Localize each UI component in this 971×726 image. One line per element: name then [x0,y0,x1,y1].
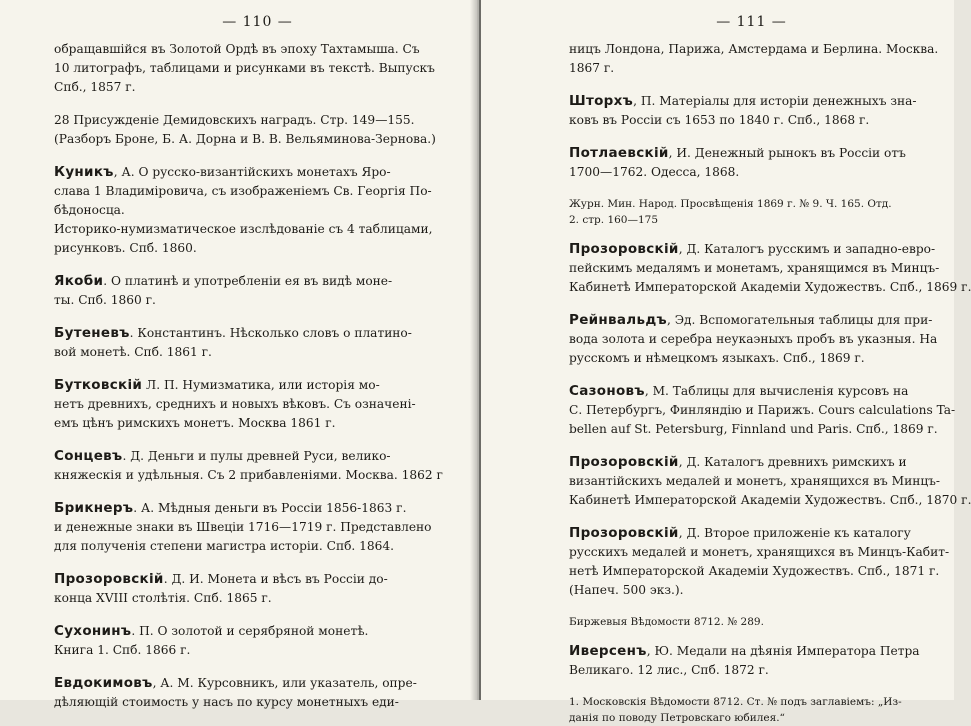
entry-line [569,401,956,420]
entry-line [54,693,461,712]
bibliography-entry [569,614,934,630]
entry-text: , А. О русско-византійскихъ монетахъ Яро- [113,165,391,179]
entry-line [54,239,461,258]
author-name: Сазоновъ [569,383,645,399]
author-name: Потлаевскій [569,145,669,161]
bibliography-entry [54,376,461,433]
entry-line [54,111,461,130]
author-name: Сухонинъ [54,623,132,639]
entry-text: русскомъ и нѣмецкомъ языкахъ. Спб., 1869 г. [569,351,865,365]
author-name: Куникъ [54,164,114,180]
bibliography-entry [54,447,461,485]
bibliography-entry [54,622,461,660]
entry-line [54,376,461,395]
entry-line [569,420,938,439]
entry-line [54,343,461,362]
entry-line [569,330,938,349]
entry-text: , Д. Каталогъ русскимъ и западно-евро- [678,242,936,256]
bibliography-entry [569,240,971,297]
entry-text: , Д. Второе приложеніе къ каталогу [678,526,911,540]
entry-line [54,59,461,78]
entry-line [569,92,934,111]
entry-text: Кабинетѣ Императорской Академіи Художествъ. Спб., 1869 г. [569,280,971,294]
entry-text: . О платинѣ и употребленіи ея въ видѣ моне- [103,274,393,288]
entry-text: , Ю. Медали на дѣянія Императора Петра [646,644,920,658]
author-name: Прозоровскій [569,525,679,541]
entry-line [54,40,461,59]
author-name: Прозоровскій [54,571,164,587]
author-name: Шторхъ [569,93,634,109]
entry-text: 2. стр. 160—175 [569,214,659,226]
bibliography-entry [54,499,461,556]
entry-text: . А. Мѣдныя деньги въ Россіи 1856-1863 г. [133,501,407,515]
entry-line [569,259,940,278]
entry-line [54,589,461,608]
entry-line [569,562,940,581]
author-name: Якоби [54,273,104,289]
entry-text: , Д. Каталогъ древнихъ римскихъ и [678,455,907,469]
entry-text: ницъ Лондона, Парижа, Амстердама и Берлина. Москва. [569,42,939,56]
entry-text: русскихъ медалей и монетъ, хранящихся въ Минцъ-Кабит- [569,545,950,559]
entry-text: . Д. Деньги и пулы древней Руси, велико- [122,449,391,463]
entry-line [569,40,939,59]
author-name: Бутковскій [54,377,143,393]
page-number-left: — 110 — [222,14,293,30]
entry-text: bellen auf St. Petersburg, Finnland und Paris. Спб., 1869 г. [569,422,938,436]
bibliography-entry [569,382,956,439]
entry-line [569,311,934,330]
entry-line [569,543,950,562]
bibliography-entry [569,40,939,78]
entry-line [569,163,934,182]
entry-text: . Константинъ. Нѣсколько словъ о платино- [129,326,412,340]
entry-text: Биржевыя Вѣдомости 8712. № 289. [569,616,764,628]
bibliography-entry [569,524,950,600]
entry-text: ковъ въ Россіи съ 1653 по 1840 г. Спб., 1868 г. [569,113,870,127]
entry-line [54,324,461,343]
right-page [481,0,971,724]
entry-text: , А. М. Курсовникъ, или указатель, опре- [152,676,417,690]
entry-line [54,518,461,537]
entry-text: византійскихъ медалей и монетъ, хранящихся въ Минцъ- [569,474,941,488]
entry-line [569,59,934,78]
entry-text: С. Петербургъ, Финляндію и Парижъ. Cours calculations Ta- [569,403,956,417]
bibliography-entry [54,163,461,258]
entry-text: пейскимъ медалямъ и монетамъ, хранящимся въ Минцъ- [569,261,940,275]
entry-text: и денежные знаки въ Швеціи 1716—1719 г. Представлено [54,520,432,534]
bibliography-entry [569,196,934,228]
entry-line [54,622,461,641]
entry-text: дѣляющій стоимость у насъ по курсу монетныхъ еди- [54,695,399,709]
entry-text: (Разборъ Броне, Б. А. Дорна и В. В. Вельяминова-Зернова.) [54,132,436,146]
author-name: Брикнеръ [54,500,134,516]
entry-text: , Эд. Вспомогательныя таблицы для при- [666,313,933,327]
entry-line [54,163,461,182]
bibliography-entry [54,674,461,712]
entry-text: для полученія степени магистра исторіи. Спб. 1864. [54,539,395,553]
bibliography-entry [54,570,461,608]
right-entries [569,40,971,726]
entry-line [569,382,934,401]
entry-line [54,78,461,97]
entry-text: вой монетѣ. Спб. 1861 г. [54,345,212,359]
entry-line [54,674,461,693]
bibliography-entry [569,453,971,510]
entry-line [54,447,461,466]
entry-line [569,453,934,472]
left-page [0,0,477,709]
entry-line [54,499,461,518]
entry-line [54,395,461,414]
entry-line [569,491,971,510]
entry-text: 10 литографъ, таблицами и рисунками въ текстѣ. Выпускъ [54,61,435,75]
entry-line [569,710,934,726]
entry-line [54,220,461,239]
entry-text: слава 1 Владиміровича, съ изображеніемъ Св. Георгія По- [54,184,432,198]
bibliography-entry [569,311,938,368]
entry-text: нетъ древнихъ, среднихъ и новыхъ вѣковъ. Съ означені- [54,397,416,411]
entry-line [569,694,934,710]
entry-line [569,614,934,630]
left-entries [54,40,461,712]
author-name: Прозоровскій [569,241,679,257]
entry-line [569,212,934,228]
entry-line [569,278,971,297]
bibliography-entry [569,694,934,726]
entry-line [569,349,934,368]
entry-text: , П. Матеріалы для исторіи денежныхъ зна- [633,94,917,108]
entry-text: вода золота и серебра неукаэныхъ пробъ въ указныя. На [569,332,938,346]
entry-text: , М. Таблицы для вычисленія курсовъ на [644,384,909,398]
entry-text: Л. П. Нумизматика, или исторія мо- [142,378,380,392]
bibliography-entry [54,111,461,149]
entry-text: Великаго. 12 лис., Спб. 1872 г. [569,663,769,677]
entry-line [569,196,934,212]
bibliography-entry [54,324,461,362]
entry-text: бѣдоносца. [54,203,125,217]
entry-text: 1. Московскія Вѣдомости 8712. Ст. № подъ заглавіемъ: „Из- [569,696,902,708]
entry-text: ты. Спб. 1860 г. [54,293,156,307]
bibliography-entry [569,92,934,130]
entry-line [54,414,461,433]
entry-line [54,130,461,149]
entry-text: конца XVIII столѣтія. Спб. 1865 г. [54,591,272,605]
entry-text: 1700—1762. Одесса, 1868. [569,165,740,179]
entry-line [569,111,934,130]
entry-line [54,641,461,660]
entry-text: княжескія и удѣльныя. Съ 2 прибавленіями. Москва. 1862 г [54,468,443,482]
entry-text: Книга 1. Спб. 1866 г. [54,643,191,657]
author-name: Рейнвальдъ [569,312,667,328]
entry-text: рисунковъ. Спб. 1860. [54,241,197,255]
entry-text: Кабинетѣ Императорской Академіи Художествъ. Спб., 1870 г. [569,493,971,507]
page-number-right: — 111 — [716,14,787,30]
entry-text: 28 Присужденіе Демидовскихъ наградъ. Стр. 149—155. [54,113,415,127]
entry-line [569,472,941,491]
entry-text: . П. О золотой и серябряной монетѣ. [131,624,369,638]
entry-line [569,642,934,661]
entry-line [569,144,934,163]
entry-line [54,537,461,556]
entry-line [569,581,934,600]
entry-line [54,201,461,220]
bibliography-entry [54,272,461,310]
entry-text: Спб., 1857 г. [54,80,136,94]
bibliography-entry [569,642,934,680]
entry-line [54,466,461,485]
author-name: Сонцевъ [54,448,123,464]
bibliography-entry [54,40,461,97]
entry-line [569,661,934,680]
entry-text: (Напеч. 500 экз.). [569,583,684,597]
entry-text: обращавшійся въ Золотой Ордѣ въ эпоху Тахтамыша. Съ [54,42,420,56]
entry-text: , И. Денежный рынокъ въ Россіи отъ [668,146,906,160]
bibliography-entry [569,144,934,182]
entry-text: . Д. И. Монета и вѣсъ въ Россіи до- [163,572,388,586]
entry-line [569,524,934,543]
entry-text: 1867 г. [569,61,615,75]
entry-text: Журн. Мин. Народ. Просвѣщенія 1869 г. № 9. Ч. 165. Отд. [569,198,892,210]
author-name: Прозоровскій [569,454,679,470]
entry-line [54,182,461,201]
author-name: Евдокимовъ [54,675,153,691]
entry-text: емъ цѣнъ римскихъ монетъ. Москва 1861 г. [54,416,336,430]
author-name: Бутеневъ [54,325,130,341]
entry-text: нетѣ Императорской Академіи Художествъ. Спб., 1871 г. [569,564,940,578]
entry-line [569,240,934,259]
entry-line [54,291,461,310]
entry-text: Историко-нумизматическое изслѣдованіе съ 4 таблицами, [54,222,433,236]
entry-line [54,272,461,291]
entry-line [54,570,461,589]
entry-text: данія по поводу Петровскаго юбилея.“ [569,712,785,724]
author-name: Иверсенъ [569,643,647,659]
